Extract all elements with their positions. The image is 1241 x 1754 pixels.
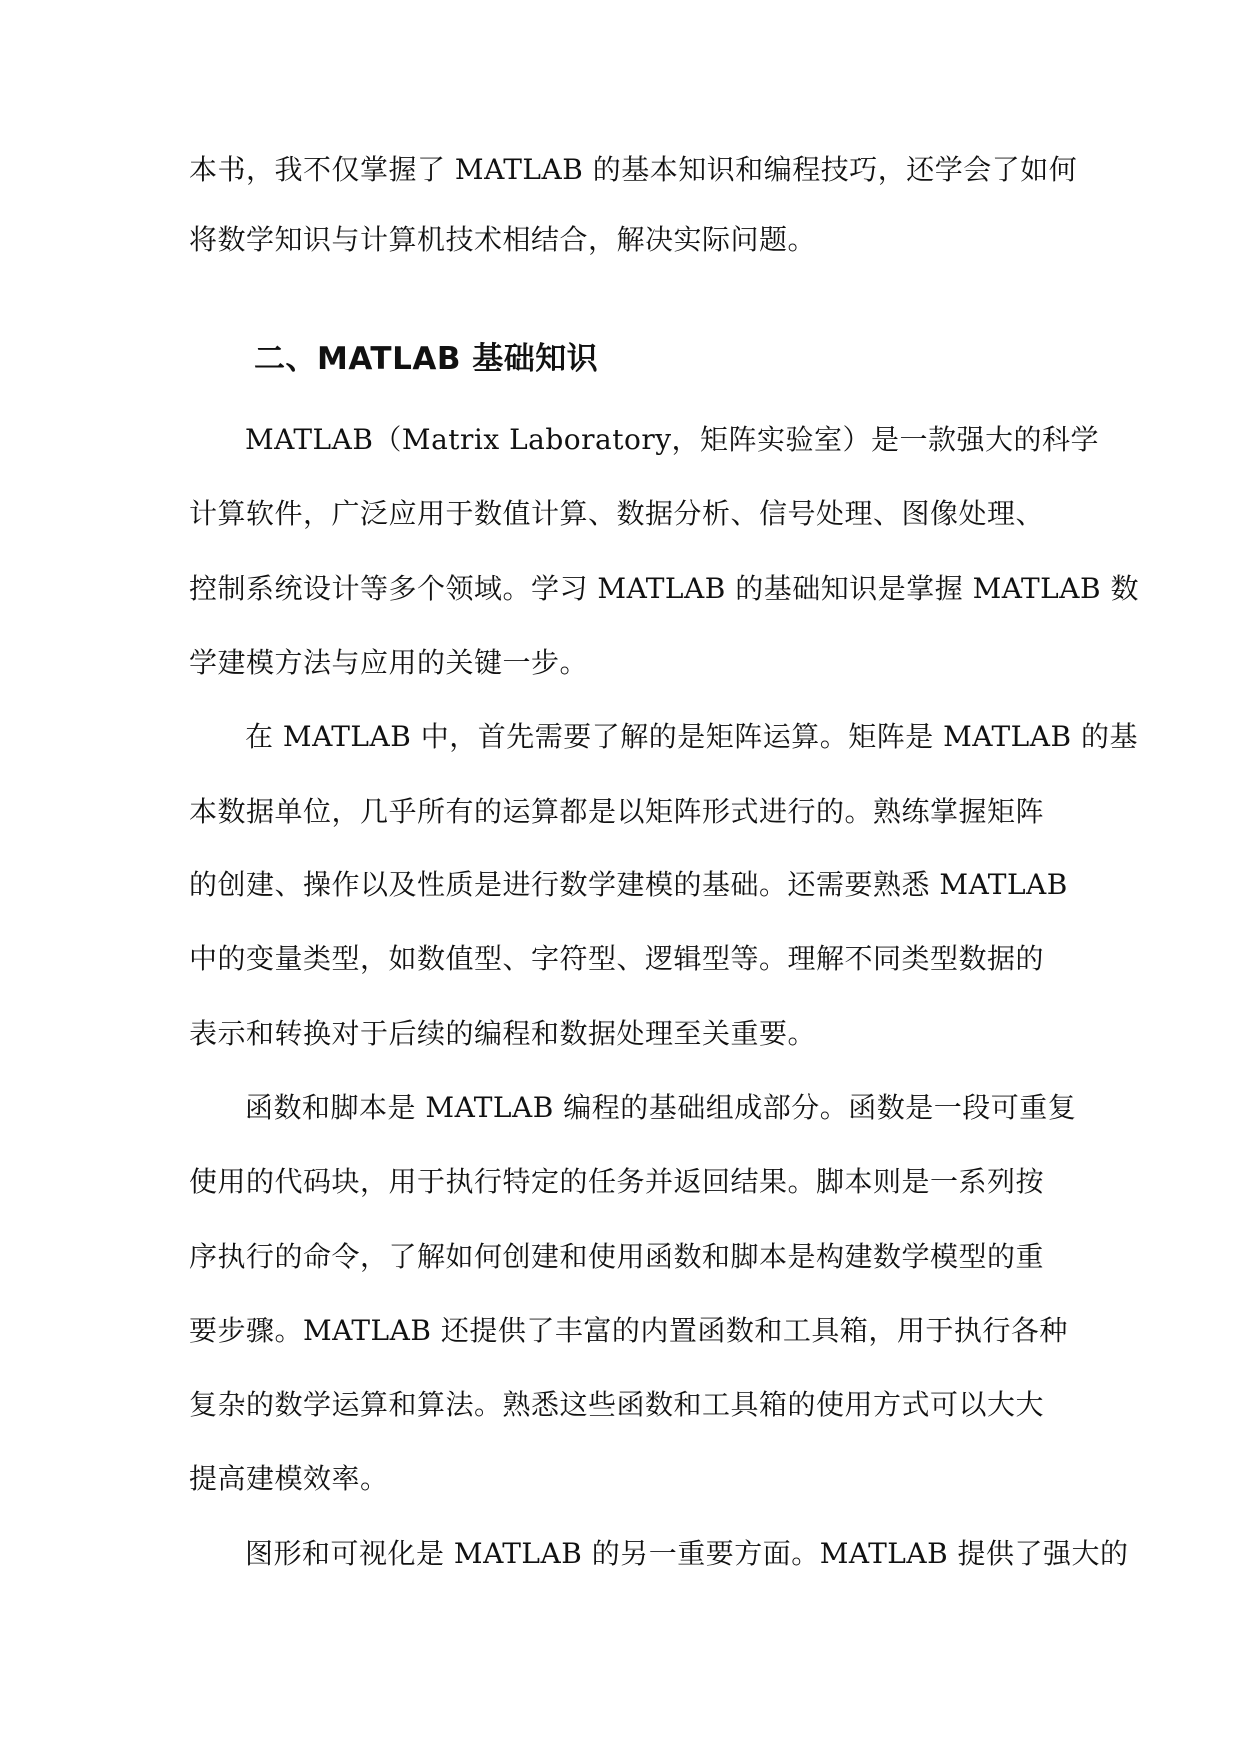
intro-line-1: 本书，我不仅掌握了 MATLAB 的基本知识和编程技巧，还学会了如何 bbox=[189, 153, 1078, 186]
paragraph-2-line-2: 本数据单位，几乎所有的运算都是以矩阵形式进行的。熟练掌握矩阵 bbox=[189, 795, 1045, 828]
paragraph-3-line-2: 使用的代码块，用于执行特定的任务并返回结果。脚本则是一系列按 bbox=[189, 1165, 1045, 1198]
paragraph-2-line-4: 中的变量类型，如数值型、字符型、逻辑型等。理解不同类型数据的 bbox=[189, 942, 1045, 975]
paragraph-3-line-1: 函数和脚本是 MATLAB 编程的基础组成部分。函数是一段可重复 bbox=[245, 1091, 1077, 1124]
paragraph-4-line-1: 图形和可视化是 MATLAB 的另一重要方面。MATLAB 提供了强大的 bbox=[245, 1537, 1129, 1570]
paragraph-2-line-5: 表示和转换对于后续的编程和数据处理至关重要。 bbox=[189, 1017, 817, 1050]
paragraph-3-line-4: 要步骤。MATLAB 还提供了丰富的内置函数和工具箱，用于执行各种 bbox=[189, 1314, 1068, 1347]
paragraph-1-line-2: 计算软件，广泛应用于数值计算、数据分析、信号处理、图像处理、 bbox=[189, 497, 1045, 530]
paragraph-3-line-5: 复杂的数学运算和算法。熟悉这些函数和工具箱的使用方式可以大大 bbox=[189, 1388, 1045, 1421]
intro-line-2: 将数学知识与计算机技术相结合，解决实际问题。 bbox=[189, 223, 817, 256]
section-heading: 二、MATLAB 基础知识 bbox=[254, 341, 599, 377]
paragraph-1-line-4: 学建模方法与应用的关键一步。 bbox=[189, 646, 589, 679]
paragraph-3-line-6: 提高建模效率。 bbox=[189, 1462, 389, 1495]
paragraph-2-line-3: 的创建、操作以及性质是进行数学建模的基础。还需要熟悉 MATLAB bbox=[189, 868, 1068, 901]
paragraph-1-line-1: MATLAB（Matrix Laboratory，矩阵实验室）是一款强大的科学 bbox=[245, 423, 1100, 456]
paragraph-3-line-3: 序执行的命令，了解如何创建和使用函数和脚本是构建数学模型的重 bbox=[189, 1240, 1045, 1273]
paragraph-1-line-3: 控制系统设计等多个领域。学习 MATLAB 的基础知识是掌握 MATLAB 数 bbox=[189, 572, 1139, 605]
paragraph-2-line-1: 在 MATLAB 中，首先需要了解的是矩阵运算。矩阵是 MATLAB 的基 bbox=[245, 720, 1138, 753]
